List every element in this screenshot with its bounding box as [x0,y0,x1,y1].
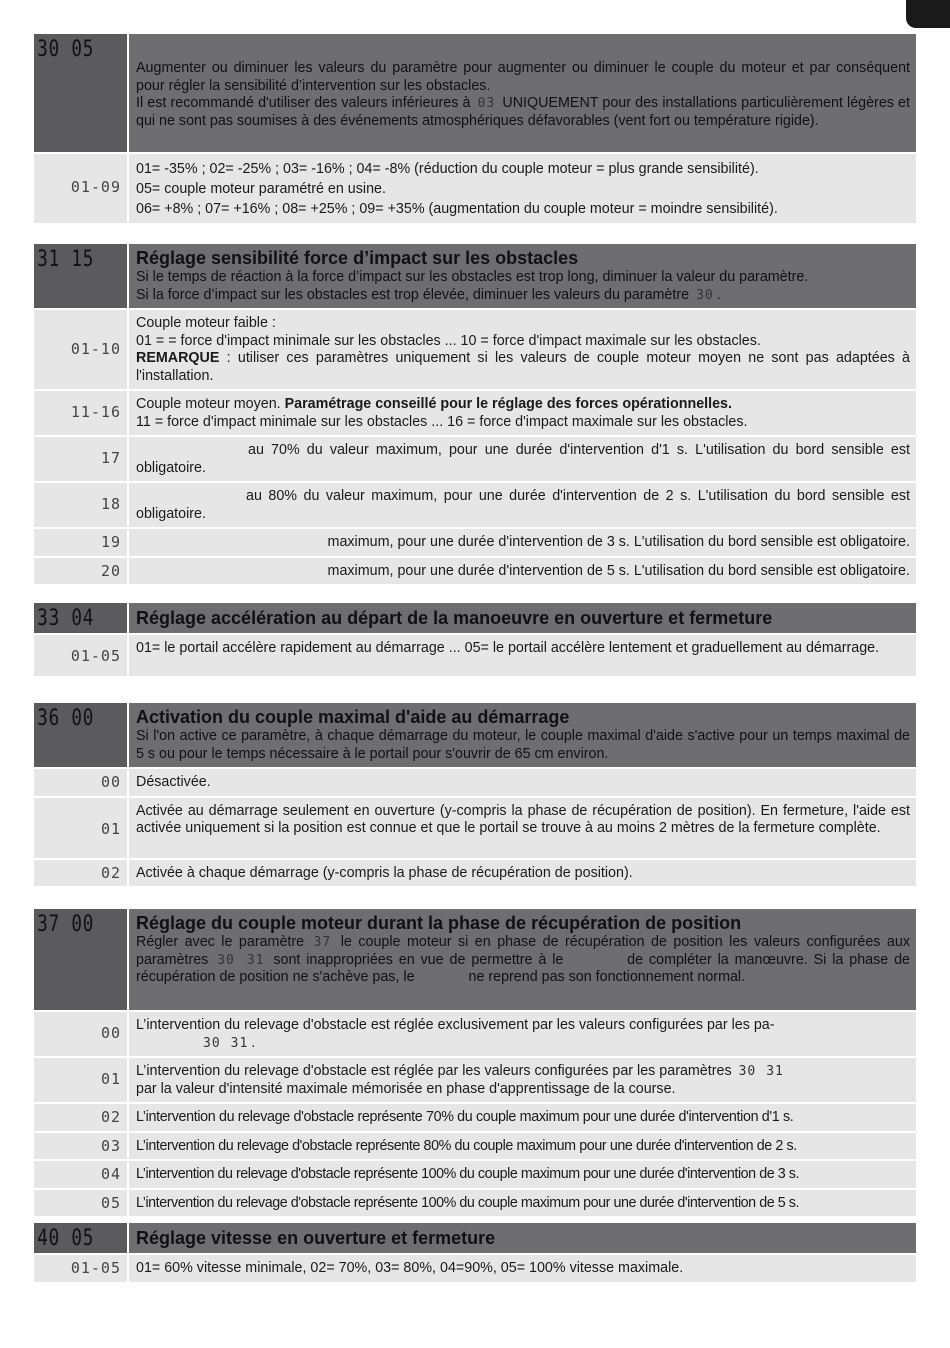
param-30-table [34,34,916,225]
value-code: 17 [100,449,121,467]
value-code: 37 [313,935,332,950]
value-code: 31 [246,952,265,968]
value-code: 02 [100,1108,121,1126]
value-code: 00 [100,773,121,791]
param-description [129,1223,916,1253]
value-description: maximum, pour une durée d'intervention de 5 s. L'utilisation du bord sensible est obligatoire. [327,562,910,579]
param-33-table [34,603,916,678]
param-title: Réglage accélération au départ de la manoeuvre en ouverture et fermeture [136,608,773,628]
value-description: L’intervention du relevage d'obstacle représente 100% du couple maximum pour une durée d'intervention de 5 s. [136,1194,799,1211]
value-code: 31 [230,1035,249,1051]
value-code: 30 [203,1035,221,1051]
value-code: 05 [100,1193,121,1212]
value-code: 00 [100,1024,121,1042]
value-description: 01= 60% vitesse minimale, 02= 70%, 03= 80%, 04=90%, 05= 100% vitesse maximale. [136,1260,684,1276]
param-31-table [34,244,916,586]
param-code: 36 00 [37,706,95,731]
value-code: 18 [100,495,121,513]
value-code: 01-05 [70,647,121,665]
param-title: Activation du couple maximal d'aide au démarrage [136,707,570,727]
value-description: au 70% du valeur maximum, pour une durée d'intervention d'1 s. L'utilisation du bord sensible est obligatoire. [136,442,910,476]
value-code: 03 [477,96,496,111]
value-description: 01= -35% ; 02= -25% ; 03= -16% ; 04= -8% (réduction du couple moteur = plus grande sensibilité). 05= couple moteur paramétré en usine. 06= +8% ; 07= +16% ; 08= +25% ; 09= +35% (augmentation du couple moteur = moindre sensibilité). [136,161,778,217]
param-title: Réglage sensibilité force d’impact sur les obstacles [136,248,579,268]
value-code: 30 [738,1064,757,1079]
param-description: Activation du couple maximal d'aide au démarrage Si l'on active ce paramètre, à chaque démarrage du moteur, le couple maximal d'aide s'active pour un temps maximal de 5 s ou pour le temps nécessaire à le portail pour s'ouvrir de 65 cm environ. [136,707,910,762]
value-description: L’intervention du relevage d'obstacle est réglée exclusivement par les valeurs configurées par les pa- 30 31 . [136,1017,775,1051]
value-description: Désactivée. [136,774,211,790]
value-code: 01-09 [70,178,121,196]
value-code: 30 [217,952,235,968]
param-title: Réglage vitesse en ouverture et fermeture [136,1228,496,1248]
value-code: 01 [100,1070,121,1088]
value-code: 20 [100,561,121,580]
value-description: au 80% du valeur maximum, pour une durée d'intervention de 2 s. L'utilisation du bord sensible est obligatoire. [136,488,910,522]
param-description: Réglage du couple moteur durant la phase de récupération de position Régler avec le paramètre 37 le couple moteur si en phase de récupération de position les valeurs configurées aux paramètres 30 31 sont inappropriées en vue de permettre à le de compléter la manœuvre. Si la phase de récupération de position ne s'achève pas, le ne reprend pas son fonctionnement normal. [136,913,911,985]
value-description: 01= le portail accélère rapidement au démarrage ... 05= le portail accélère lentement et graduellement au démarrage. [136,640,880,656]
value-description: L’intervention du relevage d'obstacle représente 100% du couple maximum pour une durée d'intervention de 3 s. [136,1166,799,1182]
param-description: Augmenter ou diminuer les valeurs du paramètre pour augmenter ou diminuer le couple du moteur et par conséquent pour régler la sensibilité d’intervention sur les obstacles. Il est recommandé d'utiliser des valeurs inférieures à 03 UNIQUEMENT pour des installations particulièrement légères et qui ne sont pas soumises à des événements atmosphériques défavorables (vent fort ou température rigide). [136,60,910,129]
value-code: 03 [100,1136,121,1155]
value-code: 04 [100,1165,121,1183]
value-code: 31 [766,1064,784,1079]
value-code: 30 [696,287,714,303]
param-code: 37 00 [37,912,95,937]
param-title: Réglage du couple moteur durant la phase de récupération de position [136,913,742,933]
param-code: 30 05 [37,37,95,62]
value-description: Activée à chaque démarrage (y-compris la phase de récupération de position). [136,864,633,881]
value-code: 11-16 [70,403,121,421]
value-description: Activée au démarrage seulement en ouverture (y-compris la phase de récupération de position). En fermeture, l'aide est activée uniquement si la position est connue et que le portail se trouve à au moins 2 mètres de la fermeture complète. [136,802,910,836]
value-description: Couple moteur moyen. Paramétrage conseillé pour le réglage des forces opérationnelles. 11 = force d'impact minimale sur les obstacles ... 16 = force d'impact maximale sur les obstacles. [136,396,748,430]
value-description: L’intervention du relevage d'obstacle représente 80% du couple maximum pour une durée d'intervention de 2 s. [136,1137,797,1154]
param-description [129,603,916,633]
value-code: 19 [100,533,121,551]
corner-tab [906,0,950,28]
value-description: L’intervention du relevage d'obstacle est réglée par les valeurs configurées par les paramètres 30 31 par la valeur d'intensité maximale mémorisée en phase d'apprentissage de la course. [129,1058,916,1102]
param-37-table [34,909,916,1218]
param-code: 33 04 [37,606,95,631]
param-code: 31 15 [37,247,95,272]
value-code: 02 [100,863,121,882]
value-description: Couple moteur faible : 01 = = force d'impact minimale sur les obstacles ... 10 = force d'impact maximale sur les obstacles. REMARQUE : utiliser ces paramètres uniquement si les valeurs de couple moteur moyen ne sont pas adaptées à l'installation. [136,315,910,384]
param-description: Réglage sensibilité force d’impact sur les obstacles Si le temps de réaction à la force d’impact sur les obstacles est trop long, diminuer la valeur du paramètre. Si la force d’impact sur les obstacles est trop élevée, diminuer les valeurs du paramètre 30 . [129,244,916,308]
param-code: 40 05 [37,1226,95,1251]
value-description: L’intervention du relevage d'obstacle représente 70% du couple maximum pour une durée d'intervention d'1 s. [136,1109,794,1125]
value-description: maximum, pour une durée d'intervention de 3 s. L'utilisation du bord sensible est obligatoire. [327,534,910,550]
value-code: 01-10 [70,340,121,358]
value-code: 01-05 [70,1259,121,1277]
param-36-table [34,703,916,888]
param-40-table [34,1223,916,1284]
value-code: 01 [100,819,121,838]
